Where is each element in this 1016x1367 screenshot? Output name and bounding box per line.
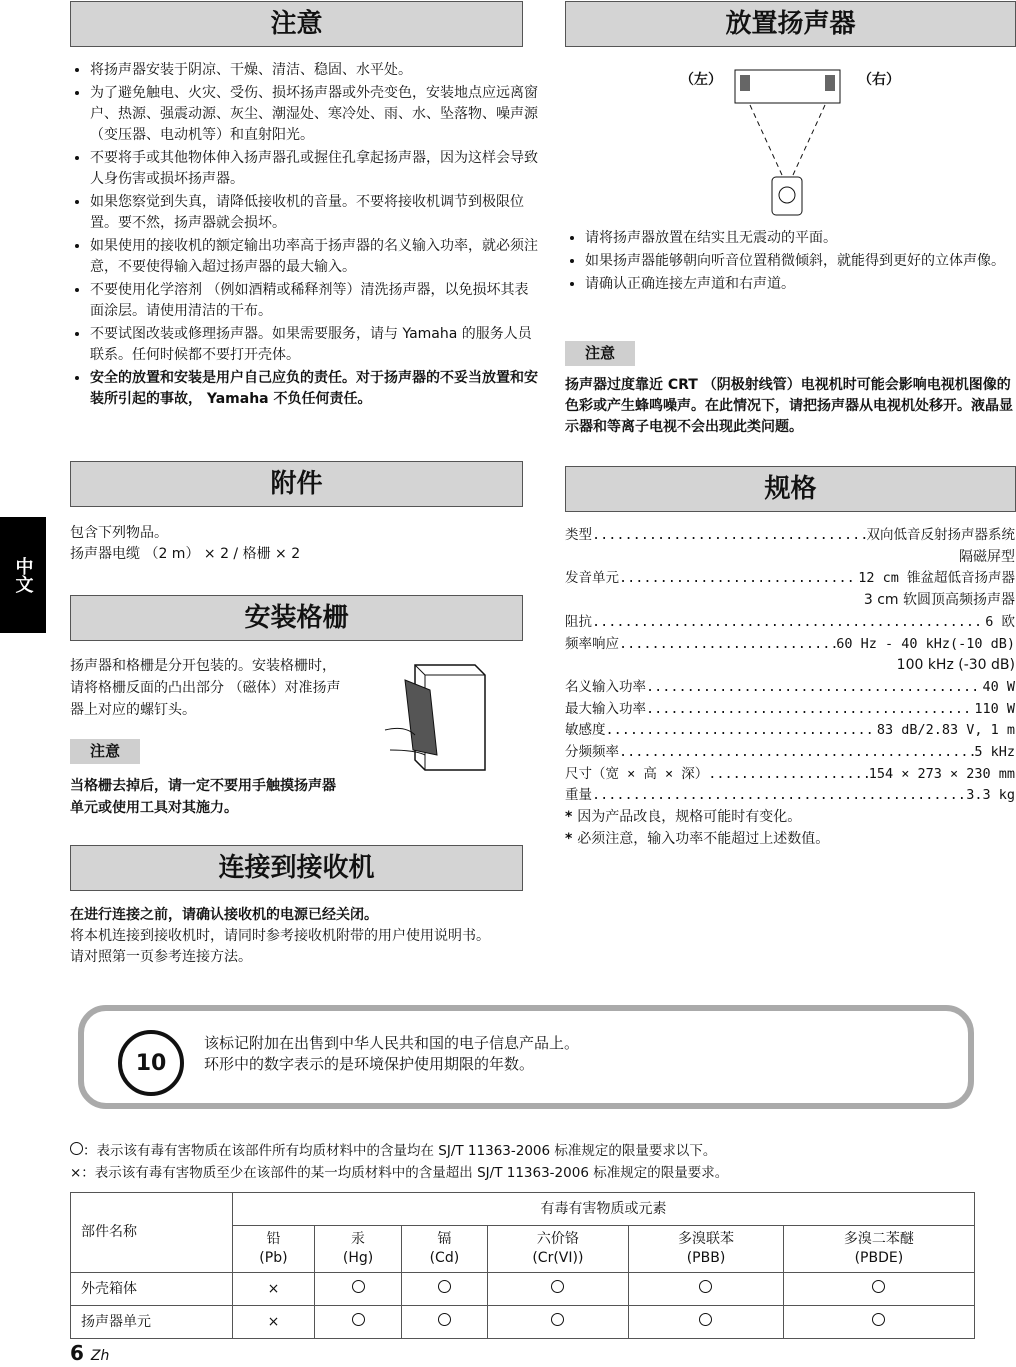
column-header: 铅 (Pb) [233,1226,315,1273]
spec-row: 发音单元 ..... 12 cm 锥盆超低音扬声器 [565,568,1015,590]
column-header: 多溴联苯 (PBB) [629,1226,784,1273]
list-item: • 请将扬声器放置在结实且无震动的平面。 [585,228,1016,249]
placement-list [565,228,1016,297]
column-header: 汞 (Hg) [314,1226,401,1273]
part-header: 部件名称 [71,1193,233,1273]
caution-list [70,60,542,412]
spec-row: 阻抗 ..... 6 欧 [565,612,1015,634]
spec-row: 重量 ..... 3.3 kg [565,785,1015,807]
hazard-table [70,1192,975,1339]
circle-icon [352,1313,365,1326]
spec-row: 类型 ..... 双向低音反射扬声器系统 [565,525,1015,547]
list-item: • 为了避免触电、火灾、受伤、损坏扬声器或外壳变色，安装地点应远离窗户、热源、强震动源、灰尘、潮湿处、寒冷处、雨、水、坠落物、噪声源 （变压器、电动机等）和直射阳光。 [90,83,542,146]
table-row: 扬声器单元 × [71,1306,975,1339]
circle-icon [699,1313,712,1326]
circle-icon [70,1142,83,1155]
list-item: • 如果使用的接收机的额定输出功率高于扬声器的名义输入功率，就必须注意，不要使得输入超过扬声器的最大输入。 [90,236,542,278]
caution-header: 注意 [70,1,523,47]
left-label: （左） [680,72,722,88]
circle-icon [551,1280,564,1293]
grille-note-text: 当格栅去掉后，请一定不要用手触摸扬声器单元或使用工具对其施力。 [70,778,336,816]
right-label: （右） [858,72,900,88]
spec-note: * 必须注意，输入功率不能超过上述数值。 [565,830,830,847]
circle-icon [438,1280,451,1293]
group-header: 有毒有害物质或元素 [233,1193,975,1226]
grille-header: 安装格栅 [70,595,523,641]
list-item: • 不要试图改装或修理扬声器。如果需要服务，请与 Yamaha 的服务人员联系。任何时候都不要打开壳体。 [90,324,542,366]
grille-text: 扬声器和格栅是分开包装的。安装格栅时，请将格栅反面的凸出部分 （磁体）对准扬声器上对应的螺钉头。 [70,658,341,718]
placement-header: 放置扬声器 [565,1,1016,47]
spec-row-continued: 3 cm 软圆顶高频扬声器 [863,592,1015,609]
spec-row: 最大输入功率 ..... 110 W [565,699,1015,721]
legend: ：表示该有毒有害物质在该部件所有均质材料中的含量均在 SJ/T 11363-2006 标准规定的限量要求以下。 ×：表示该有毒有害物质至少在该部件的某一均质材料中的含量超出 SJ/T 11363-2006 标准规定的限量要求。 [70,1143,729,1181]
spec-note: * 因为产品改良，规格可能时有变化。 [565,809,802,826]
list-item: • 不要将手或其他物体伸入扬声器孔或握住孔拿起扬声器，因为这样会导致人身伤害或损坏扬声器。 [90,148,542,190]
list-item: • 不要使用化学溶剂 （例如酒精或稀释剂等）清洗扬声器，以免损坏其表面涂层。请使用清洁的干布。 [90,280,542,322]
spec-row: 名义输入功率 ..... 40 W [565,677,1015,699]
list-item: • 安全的放置和安装是用户自己应负的责任。对于扬声器的不妥当放置和安装所引起的事故， Yamaha 不负任何责任。 [90,368,542,410]
spec-row: 敏感度 ..... 83 dB/2.83 V, 1 m [565,720,1015,742]
connect-header: 连接到接收机 [70,845,523,891]
cross-icon: × [267,1313,280,1330]
list-item: • 如果您察觉到失真，请降低接收机的音量。不要将接收机调节到极限位置。要不然，扬声器就会损坏。 [90,192,542,234]
accessories-header: 附件 [70,461,523,507]
spec-row: 尺寸（宽 × 高 × 深） ..... 154 × 273 × 230 mm [565,764,1015,786]
grille-note-label: 注意 [70,739,140,764]
column-header: 多溴二苯醚 (PBDE) [783,1226,974,1273]
table-row: 外壳箱体 × [71,1273,975,1306]
language-tab: 中文 [0,517,46,633]
spec-row: 频率响应 ..... 60 Hz - 40 kHz(-10 dB) [565,634,1015,656]
circle-icon [872,1313,885,1326]
specs-list [565,525,1015,851]
accessories-text: 包含下列物品。 扬声器电缆 （2 m） × 2 / 格栅 × 2 [70,525,301,562]
circle-icon [699,1280,712,1293]
spec-row-continued: 100 kHz (-30 dB) [896,657,1015,674]
placement-note-text: 扬声器过度靠近 CRT （阴极射线管）电视机时可能会影响电视机图像的色彩或产生蜂鸣噪声。在此情况下，请把扬声器从电视机处移开。液晶显示器和等离子电视不会出现此类问题。 [565,377,1013,435]
eco-recycle-icon: 10 [118,1030,184,1096]
connect-text: 在进行连接之前，请确认接收机的电源已经关闭。 将本机连接到接收机时，请同时参考接收机附带的用户使用说明书。 请对照第一页参考连接方法。 [70,907,490,965]
cross-icon: × [267,1280,280,1297]
list-item: • 将扬声器安装于阴凉、干燥、清洁、稳固、水平处。 [90,60,542,81]
circle-icon [551,1313,564,1326]
list-item: • 请确认正确连接左声道和右声道。 [585,274,1016,295]
column-header: 镉 (Cd) [402,1226,487,1273]
grille-illustration [375,655,505,775]
circle-icon [352,1280,365,1293]
circle-icon [438,1313,451,1326]
specs-header: 规格 [565,466,1016,512]
spec-row: 分频频率 ..... 5 kHz [565,742,1015,764]
page-number: 6 Zh [70,1341,110,1365]
column-header: 六价铬 (Cr(VI)) [487,1226,629,1273]
list-item: • 如果扬声器能够朝向听音位置稍微倾斜，就能得到更好的立体声像。 [585,251,1016,272]
circle-icon [872,1280,885,1293]
placement-note-label: 注意 [565,341,635,366]
eco-text: 该标记附加在出售到中华人民共和国的电子信息产品上。 环形中的数字表示的是环境保护使用期限的年数。 [204,1034,580,1073]
spec-row-continued: 隔磁屏型 [959,548,1015,565]
speaker-placement-diagram [730,65,850,220]
